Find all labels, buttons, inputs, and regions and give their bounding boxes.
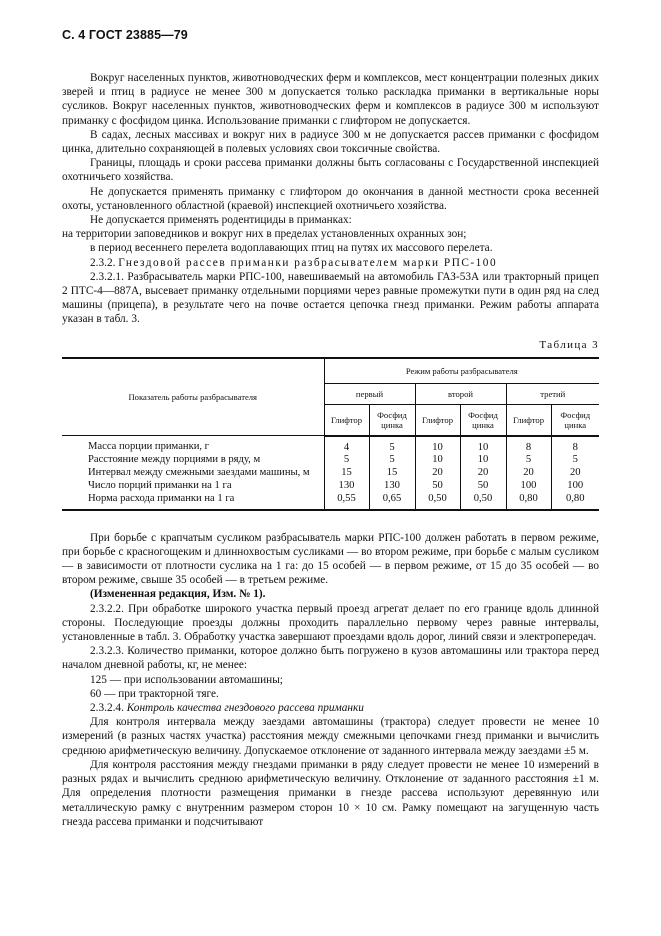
cell: 20 bbox=[415, 467, 460, 480]
cell: 50 bbox=[415, 480, 460, 493]
table-3 bbox=[62, 357, 599, 511]
cell: 130 bbox=[324, 480, 369, 493]
cell: 15 bbox=[324, 467, 369, 480]
cell: 10 bbox=[415, 436, 460, 455]
section-number: 2.3.2. bbox=[90, 256, 116, 269]
table-row bbox=[62, 436, 599, 455]
cell: 5 bbox=[551, 454, 599, 467]
section-heading-2-3-2 bbox=[62, 256, 599, 270]
cell: 5 bbox=[369, 436, 415, 455]
col-zinc-phosphide: Фосфид цинка bbox=[551, 404, 599, 436]
list-item: на территории заповедников и вокруг них в пределах установленных охранных зон; bbox=[62, 228, 467, 241]
paragraph: При борьбе с крапчатым сусликом разбрасыватель марки РПС-100 должен работать в первом режиме, при борьбе с красногощеким и длиннохвостым сусликами — во втором режиме, при борьбе с малым сусликом — в зависимости от плотности суслика на 1 га: до 15 особей — в первом режиме, от 15 до 35 особей — во втором режиме, свыше 35 особей — в третьем режиме. bbox=[62, 531, 599, 587]
page-header: С. 4 ГОСТ 23885—79 bbox=[62, 28, 188, 42]
row-label: Расстояние между порциями в ряду, м bbox=[88, 454, 261, 466]
section-title: Гнездовой рассев приманки разбрасывателем марки РПС-100 bbox=[118, 256, 498, 269]
row-label: Интервал между смежными заездами машины, м bbox=[88, 467, 310, 479]
list-item: в период весеннего перелета водоплавающих птиц на путях их массового перелета. bbox=[90, 242, 493, 255]
cell: 0,80 bbox=[551, 493, 599, 510]
paragraph-2-3-2-2: 2.3.2.2. При обработке широкого участка первый проезд агрегат делает по его границе вдоль длинной стороны. Последующие проезды должны проходить параллельно первому через равные интервалы, установленные в табл. 3. Обработку участка завершают проездами вдоль дорог, линий связи и электропередач. bbox=[62, 602, 599, 644]
cell: 50 bbox=[460, 480, 506, 493]
amendment-note: (Измененная редакция, Изм. № 1). bbox=[90, 588, 266, 601]
paragraph: Не допускается применять родентициды в приманках: bbox=[90, 214, 352, 227]
section-heading-2-3-2-4 bbox=[62, 701, 599, 715]
table-row bbox=[62, 493, 599, 510]
cell: 130 bbox=[369, 480, 415, 493]
cell: 8 bbox=[506, 436, 551, 455]
paragraph: Не допускается применять приманку с глифтором до окончания в данной местности срока весенней охоты, установленного областной (краевой) инспекцией охотничьего хозяйства. bbox=[62, 185, 599, 212]
paragraph: Для контроля интервала между заездами автомашины (трактора) следует провести не менее 10 измерений (в разных частях участка) расстояния между смежными цепочками гнезд приманки и вычислить среднюю арифметическую величину. Допускаемое отклонение от заданного интервала между заездами ±5 м. bbox=[62, 716, 599, 757]
paragraph: Для контроля расстояния между гнездами приманки в ряду следует провести не менее 10 измерений в разных рядах и вычислить среднюю арифметическую величину. Отклонение от заданного расстояния ±1 м. Для определения плотности размещения приманки в гнезде рассева используют деревянную или металлическую рамку с внутренним размером сторон 10 × 10 см. Рамку помещают на загущенную часть гнезда рассева приманки и подсчитывают bbox=[62, 758, 599, 828]
cell: 10 bbox=[460, 436, 506, 455]
cell: 0,50 bbox=[415, 493, 460, 510]
col-glyftor: Глифтор bbox=[324, 404, 369, 436]
section-number: 2.3.2.4. bbox=[90, 702, 124, 715]
paragraph-2-3-2-3: 2.3.2.3. Количество приманки, которое должно быть погружено в кузов автомашины или трактора перед началом дневной работы, кг, не менее: bbox=[62, 645, 599, 672]
mode-first: первый bbox=[324, 383, 415, 404]
paragraph-2-3-2-1: 2.3.2.1. Разбрасыватель марки РПС-100, навешиваемый на автомобиль ГАЗ-53А или тракторный прицеп 2 ПТС-4—887А, высевает приманку отдельными порциями через равные промежутки пути в один ряд на след машины (прицепа), в результате чего на почве остается цепочка гнезд приманки. Режим работы аппарата указан в табл. 3. bbox=[62, 270, 599, 326]
row-label: Норма расхода приманки на 1 га bbox=[62, 493, 324, 510]
col-glyftor: Глифтор bbox=[506, 404, 551, 436]
table-caption: Таблица 3 bbox=[539, 338, 599, 351]
row-label: Число порций приманки на 1 га bbox=[88, 480, 232, 492]
col-zinc-phosphide: Фосфид цинка bbox=[460, 404, 506, 436]
table-row bbox=[62, 480, 599, 493]
col-glyftor: Глифтор bbox=[415, 404, 460, 436]
cell: 0,65 bbox=[369, 493, 415, 510]
cell: 10 bbox=[415, 454, 460, 467]
cell: 5 bbox=[369, 454, 415, 467]
cell: 0,50 bbox=[460, 493, 506, 510]
cell: 5 bbox=[324, 454, 369, 467]
mode-header: Режим работы разбрасывателя bbox=[324, 358, 599, 384]
cell: 15 bbox=[369, 467, 415, 480]
row-label: Масса порции приманки, г bbox=[88, 441, 210, 453]
cell: 0,55 bbox=[324, 493, 369, 510]
param-header: Показатель работы разбрасывателя bbox=[62, 358, 324, 436]
cell: 10 bbox=[460, 454, 506, 467]
document-page bbox=[62, 28, 599, 829]
cell: 20 bbox=[551, 467, 599, 480]
paragraph: Вокруг населенных пунктов, животноводческих ферм и комплексов, мест концентрации полезных диких зверей и птиц в радиусе не менее 300 м допускается только раскладка приманки в вертикальные норы сусликов. Вокруг населенных пунктов, животноводческих ферм и комплексов в радиусе 300 м используют приманку с фосфидом цинка. Использование приманки с глифтором не допускается. bbox=[62, 72, 599, 127]
table-row bbox=[62, 467, 599, 480]
section-title: Контроль качества гнездового рассева приманки bbox=[126, 702, 364, 715]
mode-second: второй bbox=[415, 383, 506, 404]
cell: 0,80 bbox=[506, 493, 551, 510]
cell: 20 bbox=[506, 467, 551, 480]
paragraph: В садах, лесных массивах и вокруг них в радиусе 300 м не допускается рассев приманки с фосфидом цинка, длительно сохраняющей в полевых условиях свои токсичные свойства. bbox=[62, 128, 599, 156]
cell: 20 bbox=[460, 467, 506, 480]
mode-third: третий bbox=[506, 383, 599, 404]
cell: 5 bbox=[506, 454, 551, 467]
paragraph: Границы, площадь и сроки рассева приманки должны быть согласованы с Государственной инспекцией охотничьего хозяйства. bbox=[62, 157, 599, 184]
cell: 100 bbox=[551, 480, 599, 493]
cell: 8 bbox=[551, 436, 599, 455]
table-row bbox=[62, 454, 599, 467]
col-zinc-phosphide: Фосфид цинка bbox=[369, 404, 415, 436]
list-item: 60 — при тракторной тяге. bbox=[90, 687, 219, 700]
cell: 4 bbox=[324, 436, 369, 455]
cell: 100 bbox=[506, 480, 551, 493]
list-item: 125 — при использовании автомашины; bbox=[90, 673, 283, 686]
